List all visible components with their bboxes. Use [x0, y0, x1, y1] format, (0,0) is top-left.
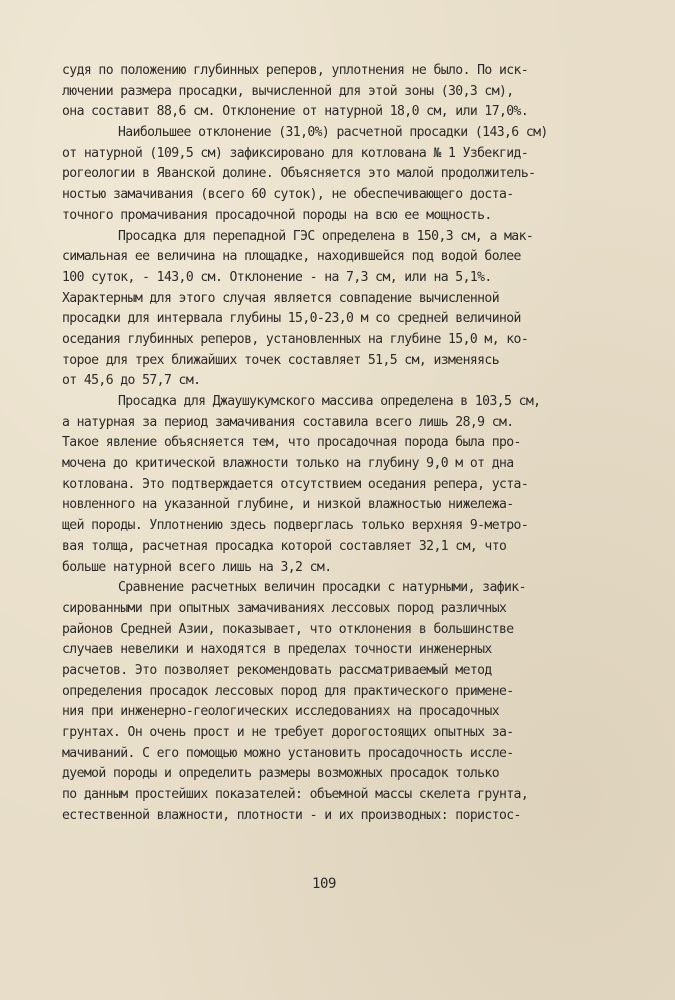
text-line: судя по положению глубинных реперов, уплотнения не было. По иск- — [62, 63, 529, 78]
text-line: симальная ее величина на площадке, находившейся под водой более — [62, 249, 521, 265]
text-line: лючении размера просадки, вычисленной для этой зоны (30,3 см), — [62, 83, 514, 99]
text-line: торое для трех ближайших точек составляет 51,5 см, изменяясь — [62, 352, 499, 368]
text-line: Такое явление объясняется тем, что просадочная порода была про- — [62, 435, 521, 451]
paragraph-start-line: Просадка для Джаушукумского массива определена в 103,5 см, — [118, 394, 541, 409]
text-line: от 45,6 до 57,7 см. — [62, 373, 201, 389]
paragraph-start-line: Сравнение расчетных величин просадки с натурными, зафик- — [118, 580, 526, 596]
text-line: по данным простейших показателей: объемной массы скелета грунта, — [62, 787, 529, 803]
page-number: 109 — [312, 876, 337, 892]
text-line: естественной влажности, плотности - и их производных: пористос- — [62, 807, 521, 823]
text-line: вая толща, расчетная просадка которой составляет 32,1 см, что — [62, 538, 507, 554]
text-line: определения просадок лессовых пород для практического примене- — [62, 683, 514, 699]
text-line: мачиваний. С его помощью можно установить просадочность иссле- — [62, 745, 514, 761]
paragraph-start-line: Просадка для перепадной ГЭС определена в 150,3 см, а мак- — [118, 228, 534, 244]
text-line: мочена до критической влажности только на глубину 9,0 м от дна — [62, 456, 514, 472]
text-line: Характерным для этого случая является совпадение вычисленной — [62, 290, 499, 306]
body-text — [62, 61, 675, 826]
text-line: от натурной (109,5 см) зафиксировано для котлована № 1 Узбекгид- — [62, 145, 529, 161]
text-line: она составит 88,6 см. Отклонение от натурной 18,0 см, или 17,0%. — [62, 104, 529, 120]
paragraph-start-line: Наибольшее отклонение (31,0%) расчетной просадки (143,6 см) — [118, 125, 548, 141]
text-line: больше натурной всего лишь на 3,2 см. — [62, 559, 332, 575]
text-line: расчетов. Это позволяет рекомендовать рассматриваемый метод — [62, 662, 492, 678]
text-line: новленного на указанной глубине, и низкой влажностью нижележа- — [62, 497, 514, 513]
text-line: оседания глубинных реперов, установленных на глубине 15,0 м, ко- — [62, 331, 529, 347]
text-line: дуемой породы и определить размеры возможных просадок только — [62, 766, 499, 782]
text-line: точного промачивания просадочной породы на всю ее мощность. — [62, 207, 492, 223]
text-line: сированными при опытных замачиваниях лессовых пород различных — [62, 600, 507, 616]
text-line: а натурная за период замачивания составила всего лишь 28,9 см. — [62, 414, 514, 430]
text-line: просадки для интервала глубины 15,0-23,0 м со средней величиной — [62, 311, 521, 327]
text-line: районов Средней Азии, показывает, что отклонения в большинстве — [62, 621, 514, 637]
text-line: случаев невелики и находятся в пределах точности инженерных — [62, 642, 492, 658]
text-line: щей породы. Уплотнению здесь подверглась только верхняя 9-метро- — [62, 518, 529, 534]
text-line: котлована. Это подтверждается отсутствием оседания репера, уста- — [62, 476, 529, 492]
text-line: ния при инженерно-геологических исследованиях на просадочных — [62, 704, 499, 720]
text-line: грунтах. Он очень прост и не требует дорогостоящих опытных за- — [62, 725, 514, 740]
text-line: ностью замачивания (всего 60 суток), не обеспечивающего доста- — [62, 187, 514, 203]
text-line: 100 суток, - 143,0 см. Отклонение - на 7,3 см, или на 5,1%. — [62, 269, 492, 285]
text-line: рогеологии в Яванской долине. Объясняется это малой продолжитель- — [62, 166, 536, 182]
